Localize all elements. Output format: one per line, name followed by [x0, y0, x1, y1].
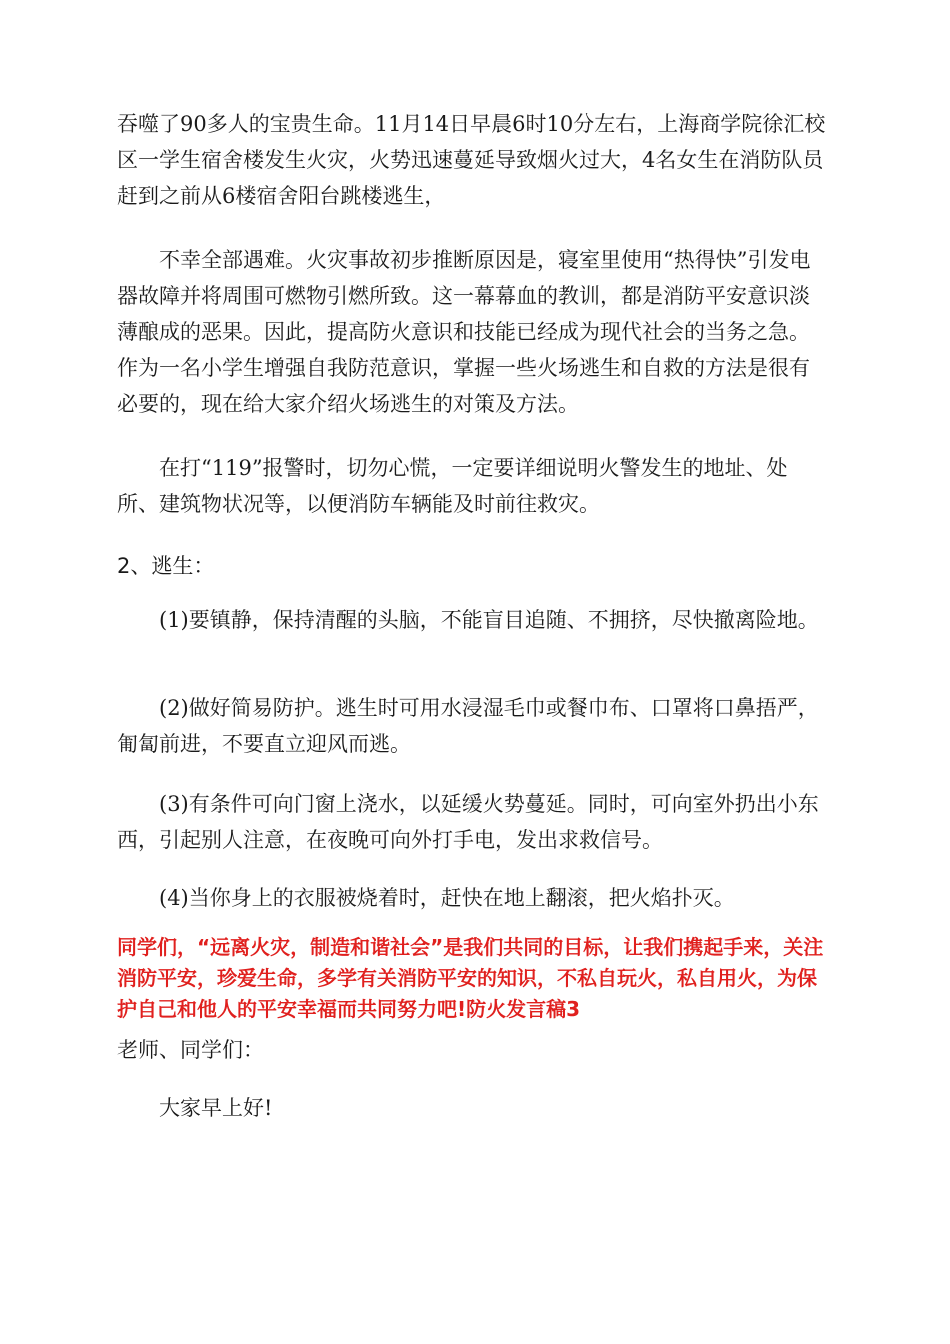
escape-tip-4: (4)当你身上的衣服被烧着时，赶快在地上翻滚，把火焰扑灭。	[159, 886, 735, 910]
greeting-morning: 大家早上好!	[159, 1096, 273, 1120]
section-heading-escape: 2、逃生：	[117, 554, 215, 578]
paragraph-alarm-119: 在打“119”报警时，切勿心慌，一定要详细说明火警发生的地址、处所、建筑物状况等，以便消防车辆能及时前往救灾。	[117, 456, 788, 516]
paragraph-fire-incident: 吞噬了90多人的宝贵生命。11月14日早晨6时10分左右，上海商学院徐汇校区一学生宿舍楼发生火灾，火势迅速蔓延导致烟火过大，4名女生在消防队员赶到之前从6楼宿舍阳台跳楼逃生，	[117, 112, 826, 208]
greeting-salutation: 老师、同学们：	[117, 1038, 264, 1062]
paragraph-fire-cause: 不幸全部遇难。火灾事故初步推断原因是，寝室里使用“热得快”引发电器故障并将周围可燃物引燃所致。这一幕幕血的教训，都是消防平安意识淡薄酿成的恶果。因此，提高防火意识和技能已经成为现代社会的当务之急。作为一名小学生增强自我防范意识，掌握一些火场逃生和自救的方法是很有必要的，现在给大家介绍火场逃生的对策及方法。	[117, 248, 811, 416]
escape-tip-3: (3)有条件可向门窗上浇水，以延缓火势蔓延。同时，可向室外扔出小东西，引起别人注意，在夜晚可向外打手电，发出求救信号。	[117, 792, 819, 852]
escape-tip-1: (1)要镇静，保持清醒的头脑，不能盲目追随、不拥挤，尽快撤离险地。	[159, 608, 819, 632]
highlighted-call-to-action: 同学们，“远离火灾，制造和谐社会”是我们共同的目标，让我们携起手来，关注消防平安，珍爱生命，多学有关消防平安的知识，不私自玩火，私自用火，为保护自己和他人的平安幸福而共同努力吧!防火发言稿3	[117, 935, 824, 1021]
escape-tip-2: (2)做好简易防护。逃生时可用水浸湿毛巾或餐巾布、口罩将口鼻捂严，匍匐前进，不要直立迎风而逃。	[117, 696, 819, 756]
